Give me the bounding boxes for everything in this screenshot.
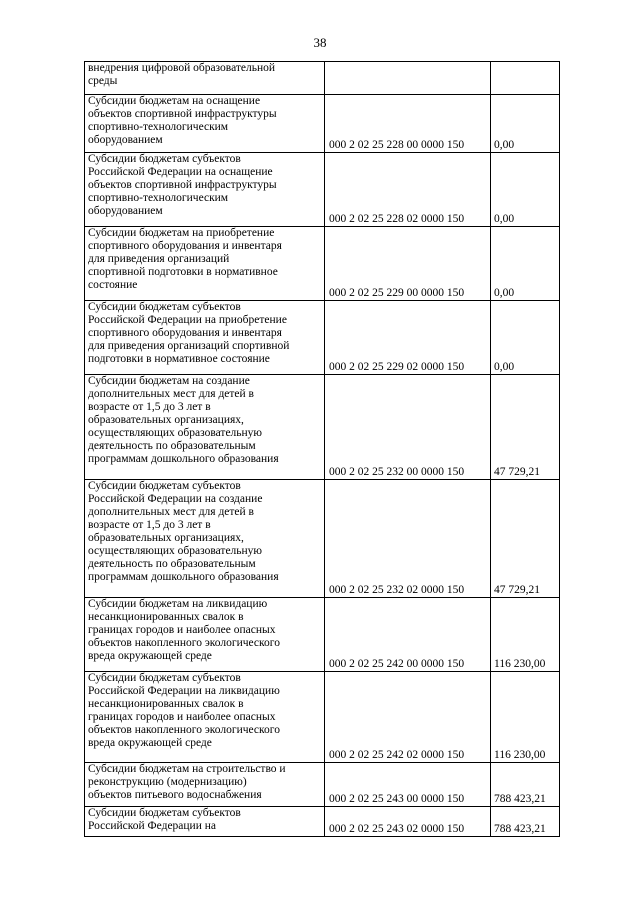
amount-cell: 116 230,00 [491, 598, 560, 672]
table-row [85, 153, 560, 227]
amount-cell: 0,00 [491, 95, 560, 153]
amount-cell: 788 423,21 [491, 763, 560, 807]
budget-code-cell: 000 2 02 25 243 00 0000 150 [325, 763, 491, 807]
amount-cell: 0,00 [491, 153, 560, 227]
table-row [85, 807, 560, 837]
revenue-name-cell: Субсидии бюджетам субъектов Российской Федерации на ликвидацию несанкционированных свалок в границах городов и наиболее опасных объектов накопленного экологического вреда окружающей среде [85, 672, 325, 763]
table-row [85, 301, 560, 375]
amount-cell: 47 729,21 [491, 375, 560, 480]
budget-code-cell: 000 2 02 25 229 00 0000 150 [325, 227, 491, 301]
revenue-name-cell: Субсидии бюджетам на приобретение спортивного оборудования и инвентаря для приведения организаций спортивной подготовки в нормативное состояние [85, 227, 325, 301]
budget-table-body [85, 62, 560, 837]
budget-code-cell [325, 62, 491, 95]
amount-cell: 116 230,00 [491, 672, 560, 763]
table-row [85, 227, 560, 301]
revenue-name-cell: внедрения цифровой образовательной среды [85, 62, 325, 95]
amount-cell [491, 62, 560, 95]
budget-code-cell: 000 2 02 25 243 02 0000 150 [325, 807, 491, 837]
table-row [85, 480, 560, 598]
amount-cell: 788 423,21 [491, 807, 560, 837]
revenue-name-cell: Субсидии бюджетам субъектов Российской Федерации на создание дополнительных мест для детей в возрасте от 1,5 до 3 лет в образовательных организациях, осуществляющих образовательную деятельность по образовательным программам дошкольного образования [85, 480, 325, 598]
budget-code-cell: 000 2 02 25 242 02 0000 150 [325, 672, 491, 763]
revenue-name-cell: Субсидии бюджетам субъектов Российской Федерации на [85, 807, 325, 837]
amount-cell: 47 729,21 [491, 480, 560, 598]
revenue-name-cell: Субсидии бюджетам на оснащение объектов спортивной инфраструктуры спортивно-технологическим оборудованием [85, 95, 325, 153]
budget-code-cell: 000 2 02 25 228 02 0000 150 [325, 153, 491, 227]
table-row [85, 672, 560, 763]
budget-code-cell: 000 2 02 25 228 00 0000 150 [325, 95, 491, 153]
amount-cell: 0,00 [491, 227, 560, 301]
table-row [85, 598, 560, 672]
table-row [85, 375, 560, 480]
table-row [85, 62, 560, 95]
budget-code-cell: 000 2 02 25 242 00 0000 150 [325, 598, 491, 672]
amount-cell: 0,00 [491, 301, 560, 375]
page-number: 38 [313, 35, 327, 50]
revenue-name-cell: Субсидии бюджетам на ликвидацию несанкционированных свалок в границах городов и наиболее опасных объектов накопленного экологического вреда окружающей среде [85, 598, 325, 672]
revenue-name-cell: Субсидии бюджетам субъектов Российской Федерации на приобретение спортивного оборудования и инвентаря для приведения организаций спортивной подготовки в нормативное состояние [85, 301, 325, 375]
revenue-name-cell: Субсидии бюджетам на строительство и реконструкцию (модернизацию) объектов питьевого водоснабжения [85, 763, 325, 807]
budget-code-cell: 000 2 02 25 229 02 0000 150 [325, 301, 491, 375]
table-row [85, 763, 560, 807]
revenue-name-cell: Субсидии бюджетам на создание дополнительных мест для детей в возрасте от 1,5 до 3 лет в образовательных организациях, осуществляющих образовательную деятельность по образовательным программам дошкольного образования [85, 375, 325, 480]
table-row [85, 95, 560, 153]
revenue-name-cell: Субсидии бюджетам субъектов Российской Федерации на оснащение объектов спортивной инфраструктуры спортивно-технологическим оборудованием [85, 153, 325, 227]
budget-code-cell: 000 2 02 25 232 02 0000 150 [325, 480, 491, 598]
budget-code-cell: 000 2 02 25 232 00 0000 150 [325, 375, 491, 480]
budget-table [84, 61, 560, 837]
